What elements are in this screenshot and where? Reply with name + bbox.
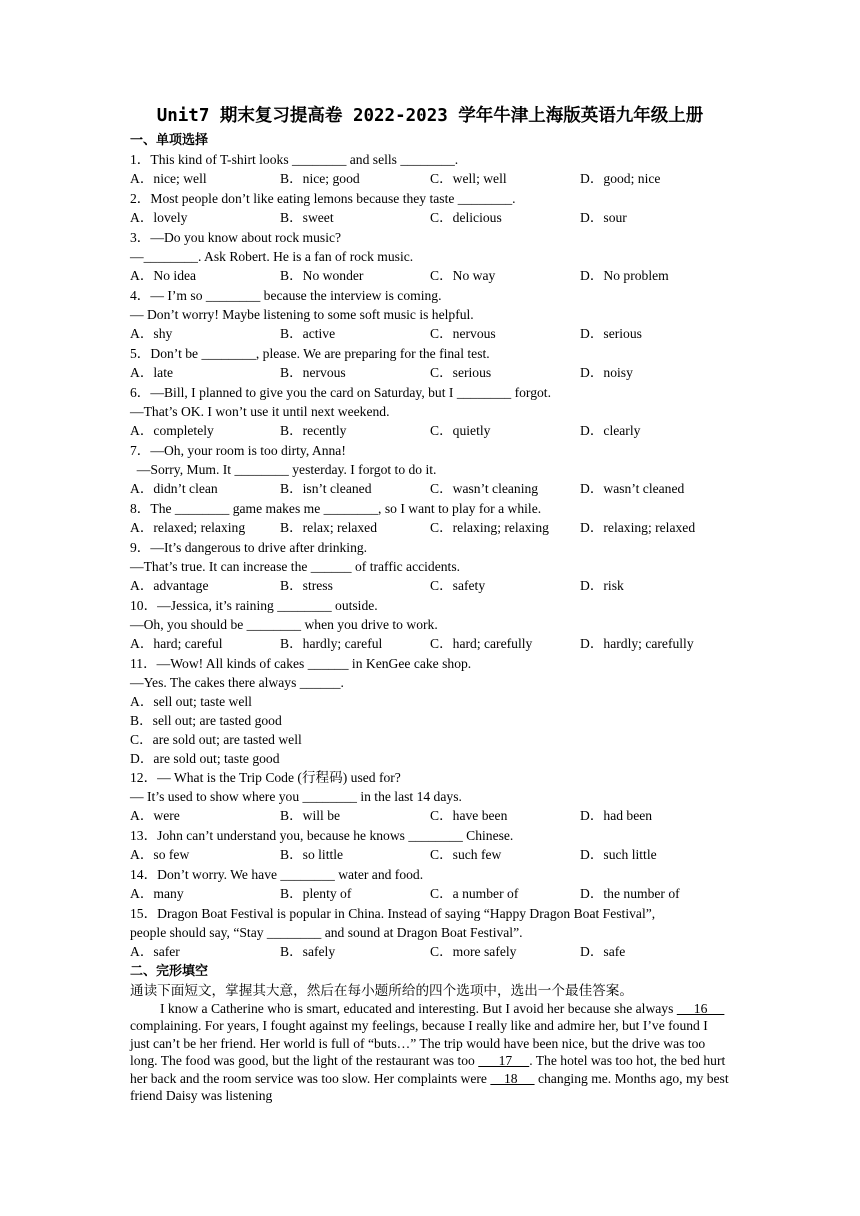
answer-option[interactable]: D．noisy: [580, 365, 633, 380]
answer-option[interactable]: A．nice; well: [130, 171, 207, 186]
answer-option[interactable]: C．have been: [430, 808, 508, 823]
question-item: [130, 596, 730, 654]
answer-option[interactable]: D．serious: [580, 326, 642, 341]
question-item: [130, 286, 730, 344]
question-item: [130, 344, 730, 383]
answer-options-row: [130, 208, 730, 228]
answer-option[interactable]: C．quietly: [430, 423, 491, 438]
question-item: [130, 904, 730, 962]
answer-options-row: [130, 884, 730, 904]
question-dialogue-line: — Don’t worry! Maybe listening to some soft music is helpful.: [130, 307, 474, 322]
question-item: [130, 228, 730, 286]
answer-option[interactable]: D．hardly; carefully: [580, 636, 694, 651]
answer-option[interactable]: B．will be: [280, 808, 341, 823]
question-stem: 11．—Wow! All kinds of cakes ______ in KenGee cake shop.: [130, 656, 472, 671]
answer-option[interactable]: A．No idea: [130, 268, 197, 283]
question-item: [130, 150, 730, 189]
question-stem: 15．Dragon Boat Festival is popular in China. Instead of saying “Happy Dragon Boat Festival”,: [130, 906, 656, 921]
question-dialogue-line: —That’s true. It can increase the ______ of traffic accidents.: [130, 559, 461, 574]
document-page: [130, 104, 730, 1104]
question-dialogue-line: —Yes. The cakes there always ______.: [130, 675, 344, 690]
answer-option[interactable]: C．nervous: [430, 326, 496, 341]
question-stem: 6．—Bill, I planned to give you the card on Saturday, but I ________ forgot.: [130, 385, 551, 400]
answer-options-row: [130, 266, 730, 286]
question-stem: 3．—Do you know about rock music?: [130, 230, 342, 245]
answer-option[interactable]: D．the number of: [580, 886, 680, 901]
answer-option[interactable]: A．sell out; taste well: [130, 694, 252, 709]
answer-options-row: [130, 479, 730, 499]
answer-options-row: [130, 518, 730, 538]
question-stem: 5．Don’t be ________, please. We are preparing for the final test.: [130, 346, 490, 361]
answer-option[interactable]: B．hardly; careful: [280, 636, 383, 651]
answer-options-row: [130, 363, 730, 383]
answer-option[interactable]: C．are sold out; are tasted well: [130, 732, 302, 747]
answer-option[interactable]: C．a number of: [430, 886, 519, 901]
answer-option[interactable]: A．many: [130, 886, 184, 901]
question-dialogue-line: people should say, “Stay ________ and sound at Dragon Boat Festival”.: [130, 925, 523, 940]
question-stem: 1．This kind of T-shirt looks ________ and sells ________.: [130, 152, 459, 167]
question-item: [130, 768, 730, 826]
cloze-blank-16: 16: [676, 1001, 725, 1016]
answer-option[interactable]: C．well; well: [430, 171, 507, 186]
question-stem: 13．John can’t understand you, because he knows ________ Chinese.: [130, 828, 514, 843]
answer-options-row: [130, 806, 730, 826]
question-dialogue-line: —Sorry, Mum. It ________ yesterday. I forgot to do it.: [130, 462, 437, 477]
answer-option[interactable]: B．nice; good: [280, 171, 360, 186]
answer-option[interactable]: A．didn’t clean: [130, 481, 218, 496]
answer-option[interactable]: D．clearly: [580, 423, 641, 438]
answer-option[interactable]: A．so few: [130, 847, 190, 862]
answer-option[interactable]: B．sell out; are tasted good: [130, 713, 282, 728]
question-stem: 12．— What is the Trip Code (行程码) used for?: [130, 770, 401, 785]
answer-options-row: [130, 576, 730, 596]
answer-option[interactable]: A．completely: [130, 423, 214, 438]
answer-option[interactable]: D．relaxing; relaxed: [580, 520, 696, 535]
answer-option[interactable]: C．No way: [430, 268, 496, 283]
answer-option[interactable]: C．delicious: [430, 210, 502, 225]
answer-option[interactable]: B．active: [280, 326, 336, 341]
answer-option[interactable]: C．wasn’t cleaning: [430, 481, 539, 496]
cloze-text: I know a Catherine who is smart, educated and interesting. But I avoid her because she always: [160, 1001, 677, 1016]
answer-option[interactable]: A．relaxed; relaxing: [130, 520, 246, 535]
question-dialogue-line: — It’s used to show where you ________ in the last 14 days.: [130, 789, 462, 804]
question-stem: 7．—Oh, your room is too dirty, Anna!: [130, 443, 346, 458]
answer-option[interactable]: D．wasn’t cleaned: [580, 481, 685, 496]
question-dialogue-line: —________. Ask Robert. He is a fan of rock music.: [130, 249, 414, 264]
cloze-passage: [130, 1000, 730, 1104]
question-item: [130, 499, 730, 538]
section-heading-multiple-choice: 一、单项选择: [130, 133, 209, 148]
question-item: [130, 654, 730, 768]
answer-option[interactable]: C．hard; carefully: [430, 636, 533, 651]
question-stem: 14．Don’t worry. We have ________ water and food.: [130, 867, 424, 882]
answer-option[interactable]: C．such few: [430, 847, 502, 862]
answer-options-row: [130, 942, 730, 962]
answer-option[interactable]: C．serious: [430, 365, 492, 380]
cloze-instruction: 通读下面短文，掌握其大意，然后在每小题所给的四个选项中，选出一个最佳答案。: [130, 983, 633, 998]
answer-option[interactable]: A．hard; careful: [130, 636, 223, 651]
question-item: [130, 865, 730, 904]
cloze-text: changing me. Months ago, my best friend Daisy was listening: [130, 1070, 729, 1104]
answer-option[interactable]: A．were: [130, 808, 180, 823]
answer-option[interactable]: C．more safely: [430, 944, 517, 959]
answer-option[interactable]: B．safely: [280, 944, 336, 959]
answer-option[interactable]: D．sour: [580, 210, 627, 225]
question-stem: 2．Most people don’t like eating lemons because they taste ________.: [130, 191, 516, 206]
cloze-text: . The hotel was too hot, the bed hurt her back and the room service was too slow. Her complaints were: [130, 1053, 726, 1086]
answer-option[interactable]: D．safe: [580, 944, 626, 959]
cloze-blank-18: 18: [490, 1070, 535, 1086]
answer-options-row: [130, 324, 730, 344]
answer-option[interactable]: C．safety: [430, 578, 486, 593]
answer-option[interactable]: B．No wonder: [280, 268, 364, 283]
question-stem: 4．— I’m so ________ because the interview is coming.: [130, 288, 442, 303]
question-item: [130, 826, 730, 865]
answer-option[interactable]: B．nervous: [280, 365, 346, 380]
document-title: Unit7 期末复习提高卷 2022-2023 学年牛津上海版英语九年级上册: [156, 106, 704, 126]
section-heading-cloze: 二、完形填空: [130, 964, 209, 979]
question-item: [130, 189, 730, 228]
question-dialogue-line: —That’s OK. I won’t use it until next weekend.: [130, 404, 390, 419]
question-item: [130, 441, 730, 499]
answer-option[interactable]: B．isn’t cleaned: [280, 481, 372, 496]
answer-option[interactable]: A．late: [130, 365, 174, 380]
answer-option[interactable]: B．relax; relaxed: [280, 520, 378, 535]
answer-option[interactable]: B．plenty of: [280, 886, 352, 901]
cloze-blank-17: 17: [478, 1053, 530, 1069]
question-stem: 10．—Jessica, it’s raining ________ outside.: [130, 598, 378, 613]
answer-options-row: [130, 421, 730, 441]
answer-option[interactable]: A．advantage: [130, 578, 209, 593]
answer-option[interactable]: D．risk: [580, 578, 624, 593]
answer-option[interactable]: D．had been: [580, 808, 653, 823]
answer-option[interactable]: D．good; nice: [580, 171, 661, 186]
answer-option[interactable]: C．relaxing; relaxing: [430, 520, 549, 535]
answer-option[interactable]: B．sweet: [280, 210, 334, 225]
answer-option[interactable]: A．shy: [130, 326, 173, 341]
answer-option[interactable]: D．No problem: [580, 268, 669, 283]
answer-option[interactable]: A．lovely: [130, 210, 188, 225]
question-stem: 9．—It’s dangerous to drive after drinking.: [130, 540, 368, 555]
answer-options-row: [130, 169, 730, 189]
question-item: [130, 538, 730, 596]
question-dialogue-line: —Oh, you should be ________ when you drive to work.: [130, 617, 438, 632]
answer-option[interactable]: B．so little: [280, 847, 344, 862]
answer-options-row: [130, 634, 730, 654]
answer-option[interactable]: D．such little: [580, 847, 657, 862]
question-stem: 8．The ________ game makes me ________, so I want to play for a while.: [130, 501, 542, 516]
cloze-text: complaining. For years, I fought against my feelings, because I really like and admire her, but I’ve found I just can’t be her friend. Her world is full of “buts…” The trip would have been nice, but the drive was too long. The food was good, but the light of the restaurant was too: [130, 1018, 708, 1069]
answer-option[interactable]: B．recently: [280, 423, 347, 438]
question-list: [130, 150, 730, 962]
question-item: [130, 383, 730, 441]
answer-option[interactable]: B．stress: [280, 578, 333, 593]
answer-option[interactable]: A．safer: [130, 944, 180, 959]
answer-options-row: [130, 845, 730, 865]
answer-option[interactable]: D．are sold out; taste good: [130, 751, 280, 766]
